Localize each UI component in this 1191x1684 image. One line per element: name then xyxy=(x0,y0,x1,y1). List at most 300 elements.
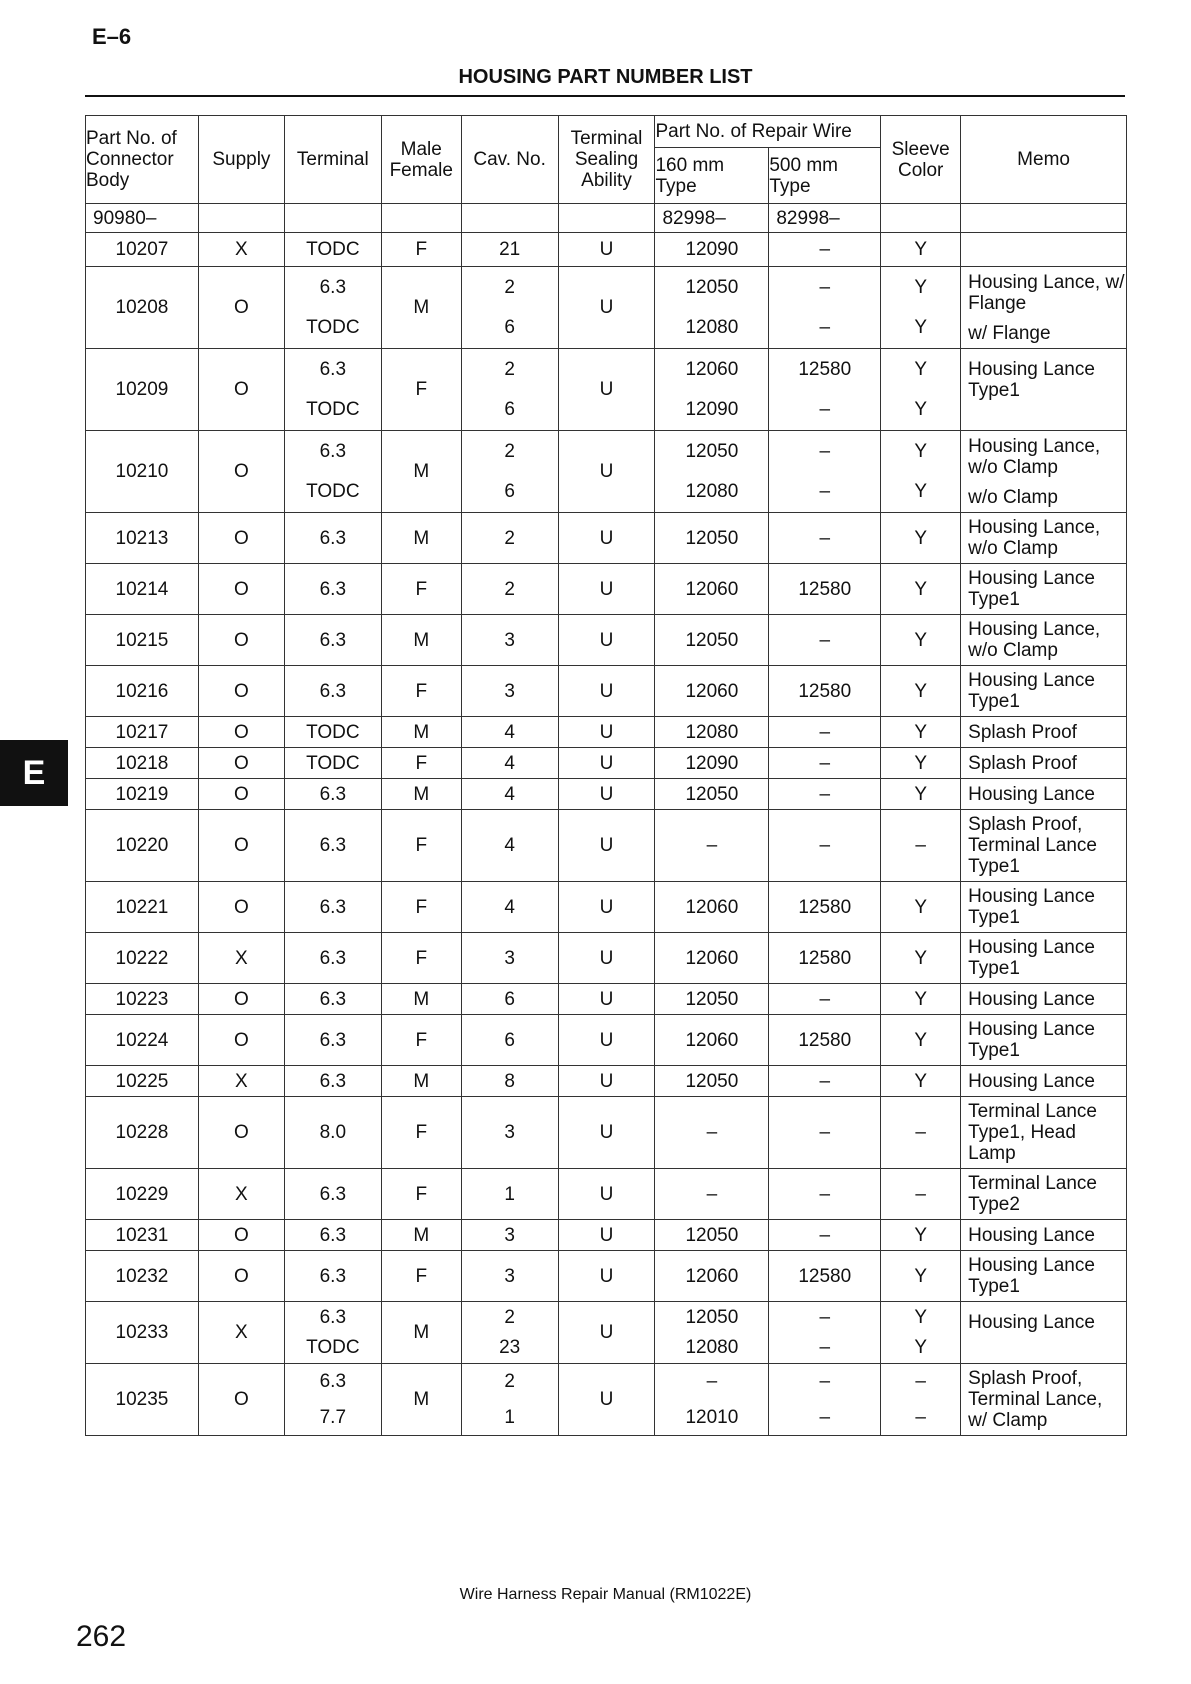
terminal-cell-line: 6.3 xyxy=(319,358,347,380)
cav-no-cell xyxy=(461,984,558,1015)
table-row xyxy=(86,431,1127,513)
table-body xyxy=(86,204,1127,1436)
table-row xyxy=(86,882,1127,933)
cav-no-cell-line: 6 xyxy=(504,481,515,503)
memo-cell xyxy=(961,933,1127,984)
memo-cell-line: Housing Lance Type1 xyxy=(968,1019,1095,1061)
sleeve-cell-line: Y xyxy=(914,1337,928,1359)
cav-no-cell xyxy=(461,564,558,615)
sleeve-cell xyxy=(881,1302,961,1364)
sleeve-cell-line: Y xyxy=(914,896,928,918)
sealing-cell: U xyxy=(558,349,655,431)
sleeve-cell xyxy=(881,233,961,267)
sleeve-cell-line: Y xyxy=(914,578,928,600)
terminal-cell xyxy=(284,267,381,349)
male-female-cell: F xyxy=(381,666,461,717)
terminal-cell-line: 6.3 xyxy=(319,680,347,702)
supply-cell: O xyxy=(198,779,284,810)
memo-cell xyxy=(961,1251,1127,1302)
terminal-cell-line: 6.3 xyxy=(319,527,347,549)
sleeve-cell-line: Y xyxy=(914,276,928,298)
sleeve-cell xyxy=(881,984,961,1015)
wire500-cell-line: – xyxy=(819,1122,831,1143)
cav-no-cell xyxy=(461,717,558,748)
male-female-cell: M xyxy=(381,267,461,349)
table-row xyxy=(86,984,1127,1015)
terminal-cell xyxy=(284,779,381,810)
table-row xyxy=(86,513,1127,564)
cav-no-cell-line: 3 xyxy=(504,947,515,969)
terminal-cell xyxy=(284,1015,381,1066)
male-female-cell: M xyxy=(381,717,461,748)
cav-no-cell-line: 21 xyxy=(499,239,521,260)
wire500-cell xyxy=(769,882,881,933)
supply-cell: O xyxy=(198,513,284,564)
part-no-cell: 10231 xyxy=(86,1220,199,1251)
cav-no-cell xyxy=(461,666,558,717)
sleeve-cell-line: Y xyxy=(914,680,928,702)
memo-cell xyxy=(961,779,1127,810)
part-no-cell: 10228 xyxy=(86,1097,199,1169)
supply-cell: O xyxy=(198,1251,284,1302)
sleeve-cell-line: Y xyxy=(914,988,928,1010)
wire160-cell xyxy=(655,1066,769,1097)
terminal-cell xyxy=(284,513,381,564)
table-row xyxy=(86,1364,1127,1436)
sleeve-cell-line: Y xyxy=(914,317,928,339)
wire500-cell-line: – xyxy=(819,481,831,503)
part-no-cell: 10235 xyxy=(86,1364,199,1436)
table-row xyxy=(86,933,1127,984)
male-female-cell: F xyxy=(381,1169,461,1220)
sleeve-cell-line: Y xyxy=(914,481,928,503)
wire500-cell-line: – xyxy=(819,527,831,549)
part-no-cell: 10213 xyxy=(86,513,199,564)
terminal-cell xyxy=(284,564,381,615)
header-part-no: Part No. of Connector Body xyxy=(86,116,199,204)
terminal-cell-line: TODC xyxy=(306,481,360,503)
supply-cell: O xyxy=(198,349,284,431)
part-no-cell: 10220 xyxy=(86,810,199,882)
wire160-cell xyxy=(655,1364,769,1436)
cav-no-cell-line: 2 xyxy=(504,527,515,549)
wire500-cell xyxy=(769,779,881,810)
sleeve-cell xyxy=(881,1220,961,1251)
table-row xyxy=(86,349,1127,431)
sealing-cell: U xyxy=(558,810,655,882)
wire500-cell-line: – xyxy=(819,317,831,339)
cav-no-cell xyxy=(461,1220,558,1251)
terminal-cell-line: 6.3 xyxy=(319,835,347,856)
cav-no-cell-line: 8 xyxy=(504,1070,515,1092)
cav-no-cell-line: 23 xyxy=(499,1337,521,1359)
wire160-cell-line: 12050 xyxy=(685,1306,739,1328)
table-row xyxy=(86,615,1127,666)
sealing-cell: U xyxy=(558,717,655,748)
terminal-cell xyxy=(284,1097,381,1169)
memo-cell-line: Housing Lance xyxy=(968,1070,1095,1092)
terminal-cell xyxy=(284,1066,381,1097)
sleeve-cell xyxy=(881,882,961,933)
table-row xyxy=(86,779,1127,810)
cav-no-cell-line: 4 xyxy=(504,896,515,918)
sleeve-cell-line: Y xyxy=(914,783,928,805)
wire500-cell xyxy=(769,267,881,349)
memo-cell xyxy=(961,513,1127,564)
part-no-cell: 10232 xyxy=(86,1251,199,1302)
wire160-cell-line: 12060 xyxy=(685,1265,739,1287)
cav-no-cell-line: 2 xyxy=(504,1306,515,1328)
supply-cell: O xyxy=(198,1015,284,1066)
wire500-cell-line: – xyxy=(819,1371,831,1393)
terminal-cell-line: 6.3 xyxy=(319,1070,347,1092)
wire500-cell-line: – xyxy=(819,721,831,743)
sealing-cell: U xyxy=(558,748,655,779)
memo-cell-line: Housing Lance Type1 xyxy=(968,358,1095,401)
cav-no-cell xyxy=(461,933,558,984)
sleeve-cell xyxy=(881,564,961,615)
sleeve-cell-line: Y xyxy=(914,527,928,549)
wire160-cell xyxy=(655,810,769,882)
sealing-cell: U xyxy=(558,1169,655,1220)
male-female-cell: F xyxy=(381,1015,461,1066)
male-female-cell: M xyxy=(381,615,461,666)
terminal-cell-line: 6.3 xyxy=(319,988,347,1010)
title-rule xyxy=(85,95,1125,97)
terminal-cell-line: TODC xyxy=(306,317,360,339)
memo-cell xyxy=(961,1015,1127,1066)
memo-cell xyxy=(961,1066,1127,1097)
cav-no-cell-line: 3 xyxy=(504,680,515,702)
cav-no-cell-line: 1 xyxy=(504,1183,515,1205)
terminal-cell xyxy=(284,233,381,267)
wire500-cell xyxy=(769,1066,881,1097)
memo-cell xyxy=(961,984,1127,1015)
wire160-cell xyxy=(655,1169,769,1220)
wire500-cell-line: – xyxy=(819,629,831,651)
wire500-cell-line: 12580 xyxy=(798,358,852,380)
terminal-cell-line: TODC xyxy=(306,1337,360,1359)
cav-no-cell-line: 2 xyxy=(504,358,515,380)
wire500-cell xyxy=(769,615,881,666)
wire160-cell-line: 12050 xyxy=(685,1070,739,1092)
terminal-cell-line: 8.0 xyxy=(319,1122,347,1143)
cav-no-cell-line: 4 xyxy=(504,835,515,856)
sleeve-cell-line: Y xyxy=(914,721,928,743)
wire500-cell-line: – xyxy=(819,239,831,260)
memo-cell-line: Splash Proof, Terminal Lance Type1 xyxy=(968,814,1097,877)
wire500-cell-line: – xyxy=(819,440,831,462)
wire160-cell-line: 12060 xyxy=(685,1029,739,1051)
wire500-cell-line: – xyxy=(819,276,831,298)
wire160-cell-line: 12060 xyxy=(685,947,739,969)
wire160-cell-line: 12050 xyxy=(685,783,739,805)
terminal-cell xyxy=(284,984,381,1015)
memo-cell-line: w/ Flange xyxy=(968,322,1051,344)
wire160-cell xyxy=(655,349,769,431)
part-no-cell: 10219 xyxy=(86,779,199,810)
part-no-cell: 10208 xyxy=(86,267,199,349)
part-no-cell: 10215 xyxy=(86,615,199,666)
memo-cell xyxy=(961,349,1127,431)
part-no-cell: 10209 xyxy=(86,349,199,431)
terminal-cell xyxy=(284,349,381,431)
sealing-cell: U xyxy=(558,933,655,984)
male-female-cell: M xyxy=(381,984,461,1015)
wire160-cell-line: 12080 xyxy=(685,1337,739,1359)
memo-cell xyxy=(961,1302,1127,1364)
wire500-cell-line: – xyxy=(819,835,831,856)
terminal-cell-line: 6.3 xyxy=(319,783,347,805)
wire160-cell xyxy=(655,1220,769,1251)
supply-cell: O xyxy=(198,748,284,779)
cav-no-cell xyxy=(461,810,558,882)
table-row xyxy=(86,810,1127,882)
header-repair-wire: Part No. of Repair Wire xyxy=(655,116,881,148)
sleeve-cell-line: – xyxy=(915,1122,926,1143)
sleeve-cell-line: Y xyxy=(914,1265,928,1287)
wire500-cell-line: – xyxy=(819,988,831,1010)
memo-cell-line: Housing Lance, w/o Clamp xyxy=(968,619,1101,661)
wire160-cell-line: 12050 xyxy=(685,629,739,651)
male-female-cell: F xyxy=(381,810,461,882)
wire500-cell xyxy=(769,810,881,882)
wire160-cell-line: 12050 xyxy=(685,440,739,462)
table-row xyxy=(86,1169,1127,1220)
terminal-cell-line: 6.3 xyxy=(319,1306,347,1328)
sleeve-cell xyxy=(881,933,961,984)
terminal-cell-line: 6.3 xyxy=(319,578,347,600)
table-row xyxy=(86,564,1127,615)
wire160-cell-line: – xyxy=(706,1371,718,1393)
male-female-cell: F xyxy=(381,882,461,933)
memo-cell-line: Housing Lance xyxy=(968,988,1095,1010)
cav-no-cell xyxy=(461,1097,558,1169)
sealing-cell: U xyxy=(558,615,655,666)
cav-no-cell-line: 6 xyxy=(504,399,515,421)
cav-no-cell xyxy=(461,615,558,666)
memo-cell xyxy=(961,1220,1127,1251)
sleeve-cell-line: Y xyxy=(914,1306,928,1328)
wire160-cell xyxy=(655,615,769,666)
terminal-cell-line: 6.3 xyxy=(319,896,347,918)
supply-cell: O xyxy=(198,666,284,717)
terminal-cell xyxy=(284,1220,381,1251)
memo-cell-line: Housing Lance, w/o Clamp xyxy=(968,517,1101,559)
table-row xyxy=(86,267,1127,349)
supply-cell: O xyxy=(198,1364,284,1436)
sleeve-cell-line: Y xyxy=(914,440,928,462)
cav-no-cell-line: 6 xyxy=(504,988,515,1010)
supply-cell: X xyxy=(198,933,284,984)
wire160-cell xyxy=(655,717,769,748)
terminal-cell xyxy=(284,1302,381,1364)
wire160-cell-line: 12080 xyxy=(685,721,739,743)
sealing-cell: U xyxy=(558,233,655,267)
terminal-cell-line: 6.3 xyxy=(319,276,347,298)
wire160-cell xyxy=(655,666,769,717)
memo-cell xyxy=(961,717,1127,748)
terminal-cell-line: 6.3 xyxy=(319,1224,347,1246)
cav-no-cell xyxy=(461,349,558,431)
terminal-cell xyxy=(284,717,381,748)
terminal-cell xyxy=(284,666,381,717)
sealing-cell: U xyxy=(558,882,655,933)
wire160-cell xyxy=(655,1302,769,1364)
memo-cell-line: w/o Clamp xyxy=(968,486,1058,508)
sealing-cell: U xyxy=(558,1251,655,1302)
sleeve-cell-line: Y xyxy=(914,399,928,421)
wire160-cell-line: 12090 xyxy=(685,239,739,260)
wire160-cell-line: 12050 xyxy=(685,988,739,1010)
page-title: HOUSING PART NUMBER LIST xyxy=(458,66,753,88)
cav-no-cell xyxy=(461,1364,558,1436)
sealing-cell: U xyxy=(558,1066,655,1097)
wire160-cell xyxy=(655,984,769,1015)
sleeve-cell xyxy=(881,1251,961,1302)
sleeve-cell-line: Y xyxy=(914,752,928,774)
wire500-cell-line: – xyxy=(819,1183,831,1205)
wire500-cell xyxy=(769,1015,881,1066)
memo-cell-line: Housing Lance xyxy=(968,783,1095,805)
memo-cell-line: Housing Lance xyxy=(968,1224,1095,1246)
cav-no-cell-line: 3 xyxy=(504,1265,515,1287)
wire160-cell-line: – xyxy=(706,1183,718,1205)
cav-no-cell xyxy=(461,748,558,779)
page-number: 262 xyxy=(76,1620,127,1653)
male-female-cell: M xyxy=(381,1364,461,1436)
male-female-cell: M xyxy=(381,1220,461,1251)
wire500-cell xyxy=(769,666,881,717)
sleeve-cell-line: Y xyxy=(914,358,928,380)
wire500-cell-line: – xyxy=(819,783,831,805)
wire500-cell xyxy=(769,564,881,615)
wire160-cell-line: 12050 xyxy=(685,527,739,549)
terminal-cell xyxy=(284,1251,381,1302)
sleeve-cell xyxy=(881,615,961,666)
table-row xyxy=(86,1097,1127,1169)
sleeve-cell xyxy=(881,1364,961,1436)
terminal-cell-line: 6.3 xyxy=(319,1029,347,1051)
header-sealing: Terminal Sealing Ability xyxy=(558,116,655,204)
male-female-cell: M xyxy=(381,431,461,513)
cav-no-cell xyxy=(461,267,558,349)
supply-cell: X xyxy=(198,1302,284,1364)
wire500-cell xyxy=(769,1302,881,1364)
wire160-cell xyxy=(655,564,769,615)
terminal-cell-line: 6.3 xyxy=(319,629,347,651)
cav-no-cell xyxy=(461,779,558,810)
male-female-cell: M xyxy=(381,513,461,564)
wire500-cell xyxy=(769,1097,881,1169)
memo-cell xyxy=(961,666,1127,717)
part-no-cell: 10207 xyxy=(86,233,199,267)
terminal-cell-line: TODC xyxy=(306,721,360,743)
sleeve-cell-line: – xyxy=(915,835,926,856)
header-sleeve: Sleeve Color xyxy=(881,116,961,204)
wire500-cell xyxy=(769,1220,881,1251)
wire500-prefix: 82998– xyxy=(769,204,881,233)
sleeve-cell xyxy=(881,717,961,748)
wire160-cell-line: 12090 xyxy=(685,752,739,774)
cav-no-cell-line: 2 xyxy=(504,1371,515,1393)
sleeve-cell-line: Y xyxy=(914,629,928,651)
sleeve-cell-line: – xyxy=(915,1406,926,1428)
cav-no-cell-line: 3 xyxy=(504,1122,515,1143)
memo-cell-line: Housing Lance Type1 xyxy=(968,1255,1095,1297)
wire500-cell xyxy=(769,984,881,1015)
wire160-cell-line: 12060 xyxy=(685,896,739,918)
terminal-cell xyxy=(284,1169,381,1220)
header-memo: Memo xyxy=(961,116,1127,204)
supply-cell: O xyxy=(198,267,284,349)
wire500-cell xyxy=(769,431,881,513)
supply-cell: X xyxy=(198,1169,284,1220)
wire500-cell xyxy=(769,513,881,564)
table-row xyxy=(86,1302,1127,1364)
sleeve-cell xyxy=(881,810,961,882)
cav-no-cell-line: 4 xyxy=(504,752,515,774)
wire500-cell xyxy=(769,717,881,748)
supply-cell: O xyxy=(198,1097,284,1169)
wire500-cell-line: – xyxy=(819,1306,831,1328)
wire500-cell xyxy=(769,1169,881,1220)
wire160-cell-line: – xyxy=(706,835,718,856)
male-female-cell: F xyxy=(381,933,461,984)
supply-cell: X xyxy=(198,1066,284,1097)
header-160mm: 160 mm Type xyxy=(655,148,769,204)
wire500-cell xyxy=(769,1364,881,1436)
part-no-cell: 10221 xyxy=(86,882,199,933)
cav-no-cell xyxy=(461,882,558,933)
wire500-cell xyxy=(769,748,881,779)
part-no-cell: 10216 xyxy=(86,666,199,717)
sealing-cell: U xyxy=(558,984,655,1015)
wire160-cell-line: 12080 xyxy=(685,317,739,339)
cav-no-cell xyxy=(461,1015,558,1066)
terminal-cell xyxy=(284,615,381,666)
header-supply: Supply xyxy=(198,116,284,204)
sleeve-cell xyxy=(881,1066,961,1097)
male-female-cell: F xyxy=(381,349,461,431)
terminal-cell xyxy=(284,882,381,933)
memo-cell-line: Terminal Lance Type2 xyxy=(968,1173,1097,1215)
cav-no-cell-line: 6 xyxy=(504,1029,515,1051)
memo-cell xyxy=(961,615,1127,666)
cav-no-cell-line: 2 xyxy=(504,578,515,600)
header-male-female: Male Female xyxy=(381,116,461,204)
table-row xyxy=(86,748,1127,779)
memo-cell xyxy=(961,431,1127,513)
memo-cell xyxy=(961,1364,1127,1436)
sealing-cell: U xyxy=(558,779,655,810)
male-female-cell: M xyxy=(381,1302,461,1364)
sleeve-cell xyxy=(881,513,961,564)
section-tab: E xyxy=(0,740,68,806)
housing-part-table xyxy=(85,115,1127,1436)
sealing-cell: U xyxy=(558,666,655,717)
wire160-cell xyxy=(655,779,769,810)
header-500mm: 500 mm Type xyxy=(769,148,881,204)
terminal-cell-line: TODC xyxy=(306,399,360,421)
part-no-cell: 10214 xyxy=(86,564,199,615)
cav-no-cell xyxy=(461,1066,558,1097)
cav-no-cell xyxy=(461,1302,558,1364)
memo-cell-line: Housing Lance Type1 xyxy=(968,568,1095,610)
table-row xyxy=(86,1220,1127,1251)
wire160-cell-line: 12060 xyxy=(685,358,739,380)
wire500-cell-line: – xyxy=(819,399,831,421)
